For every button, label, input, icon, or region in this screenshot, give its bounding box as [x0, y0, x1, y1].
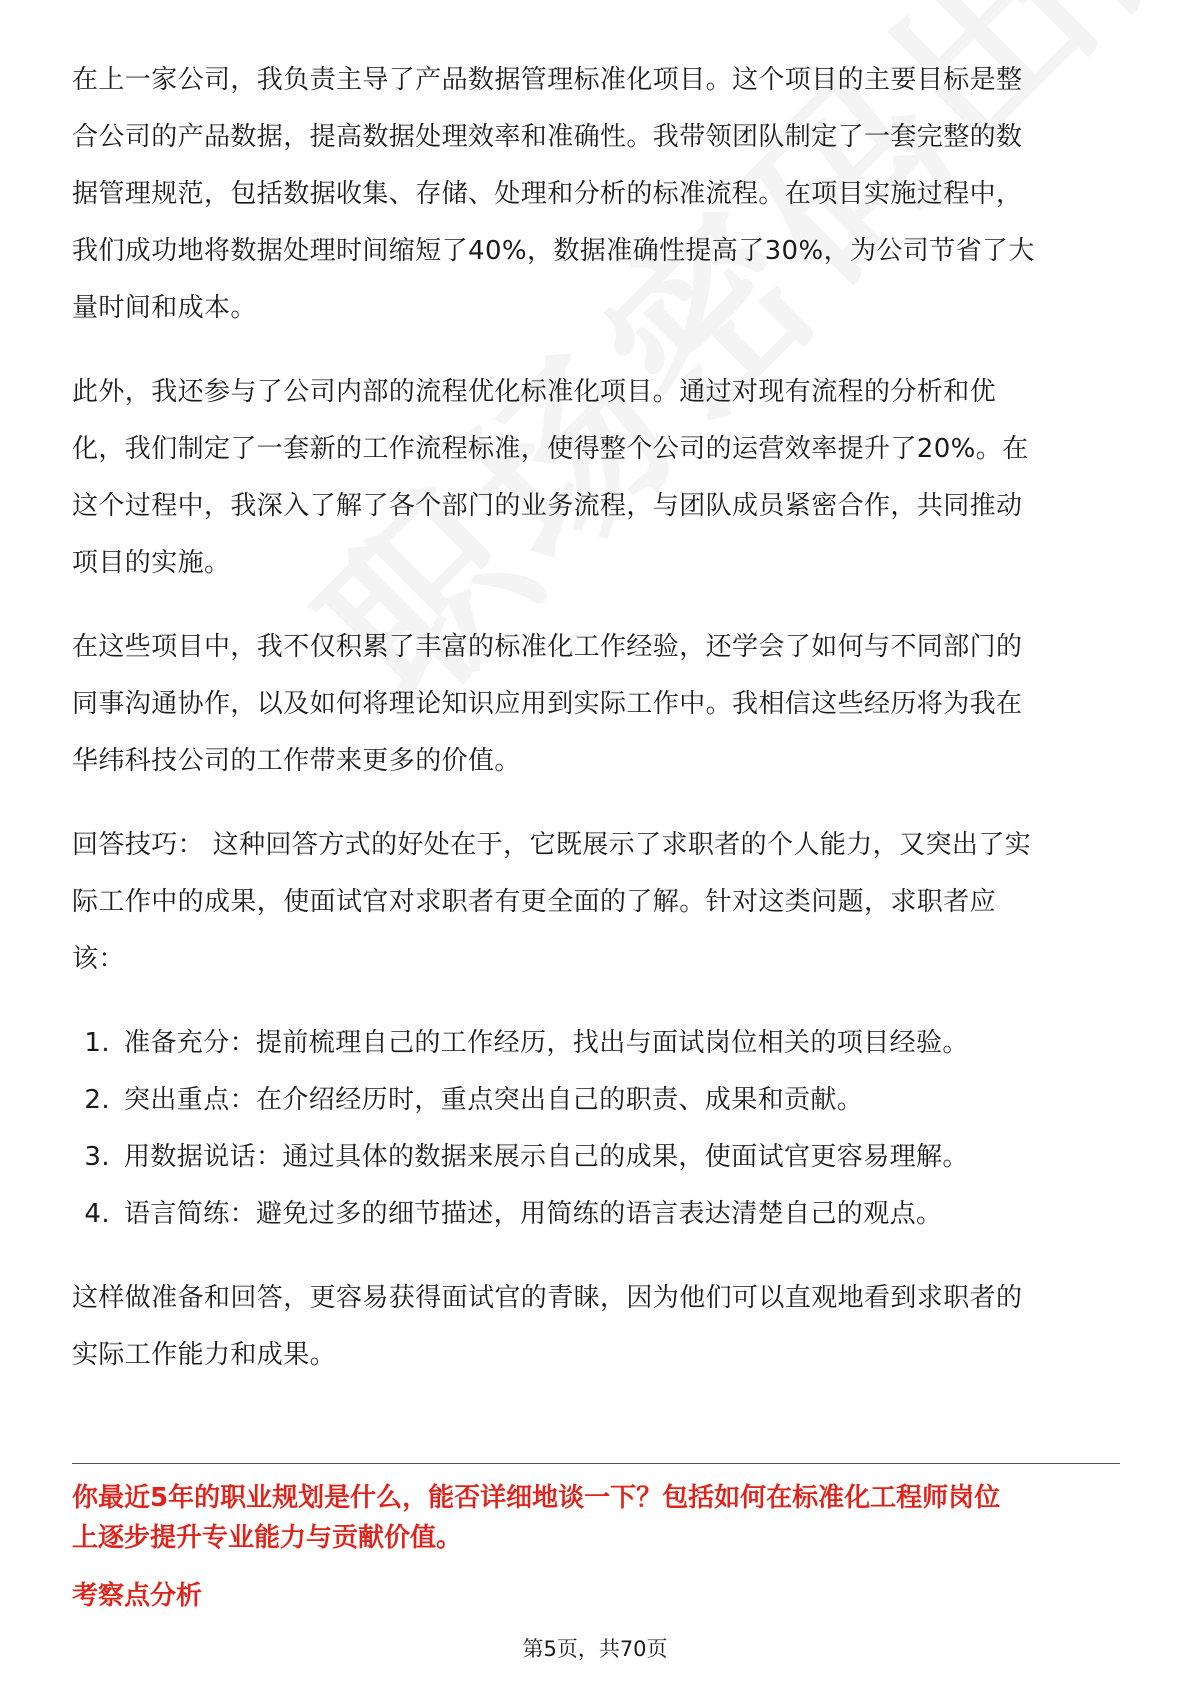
text-line: 这个过程中，我深入了解了各个部门的业务流程，与团队成员紧密合作，共同推动 — [72, 491, 1023, 521]
text-line: 合公司的产品数据，提高数据处理效率和准确性。我带领团队制定了一套完整的数 — [72, 122, 1023, 152]
next-question-heading — [72, 1478, 1120, 1558]
list-number: 2. — [84, 1085, 110, 1115]
paragraph-project-2 — [72, 364, 1120, 592]
paragraph-closing — [72, 1270, 1120, 1384]
text-line: 这样做准备和回答，更容易获得面试官的青睐，因为他们可以直观地看到求职者的 — [72, 1283, 1023, 1313]
list-item — [72, 1072, 1120, 1129]
text-line: 你最近5年的职业规划是什么，能否详细地谈一下？包括如何在标准化工程师岗位 — [72, 1483, 1001, 1513]
text-line: 华纬科技公司的工作带来更多的价值。 — [72, 746, 521, 776]
list-text: 准备充分：提前梳理自己的工作经历，找出与面试岗位相关的项目经验。 — [124, 1028, 969, 1058]
paragraph-answer-tips — [72, 817, 1120, 988]
text-line: 在上一家公司，我负责主导了产品数据管理标准化项目。这个项目的主要目标是整 — [72, 65, 1023, 95]
text-line: 同事沟通协作，以及如何将理论知识应用到实际工作中。我相信这些经历将为我在 — [72, 689, 1023, 719]
section-divider — [72, 1463, 1120, 1464]
text-line: 量时间和成本。 — [72, 293, 257, 323]
list-text: 用数据说话：通过具体的数据来展示自己的成果，使面试官更容易理解。 — [124, 1142, 969, 1172]
text-line: 该： — [72, 944, 125, 974]
text-line: 回答技巧： 这种回答方式的好处在于，它既展示了求职者的个人能力，又突出了实 — [72, 830, 1032, 860]
tips-list — [72, 1015, 1120, 1243]
analysis-heading: 考察点分析 — [72, 1581, 203, 1611]
list-text: 语言简练：避免过多的细节描述，用简练的语言表达清楚自己的观点。 — [124, 1199, 943, 1229]
text-line: 实际工作能力和成果。 — [72, 1340, 337, 1370]
text-line: 化，我们制定了一套新的工作流程标准，使得整个公司的运营效率提升了20%。在 — [72, 434, 1029, 464]
text-line: 在这些项目中，我不仅积累了丰富的标准化工作经验，还学会了如何与不同部门的 — [72, 632, 1023, 662]
page-number: 第5页，共70页 — [522, 1637, 668, 1661]
text-line: 据管理规范，包括数据收集、存储、处理和分析的标准流程。在项目实施过程中， — [72, 179, 1023, 209]
document-body — [72, 52, 1120, 1384]
list-number: 3. — [84, 1142, 110, 1172]
list-item — [72, 1129, 1120, 1186]
paragraph-experience — [72, 619, 1120, 790]
text-line: 际工作中的成果，使面试官对求职者有更全面的了解。针对这类问题，求职者应 — [72, 887, 997, 917]
list-number: 1. — [84, 1028, 110, 1058]
text-line: 我们成功地将数据处理时间缩短了40%，数据准确性提高了30%，为公司节省了大 — [72, 236, 1035, 266]
list-item — [72, 1186, 1120, 1243]
list-number: 4. — [84, 1199, 110, 1229]
list-item — [72, 1015, 1120, 1072]
text-line: 此外，我还参与了公司内部的流程优化标准化项目。通过对现有流程的分析和优 — [72, 377, 997, 407]
text-line: 上逐步提升专业能力与贡献价值。 — [72, 1523, 463, 1553]
paragraph-project-1 — [72, 52, 1120, 337]
list-text: 突出重点：在介绍经历时，重点突出自己的职责、成果和贡献。 — [124, 1085, 864, 1115]
text-line: 项目的实施。 — [72, 548, 231, 578]
